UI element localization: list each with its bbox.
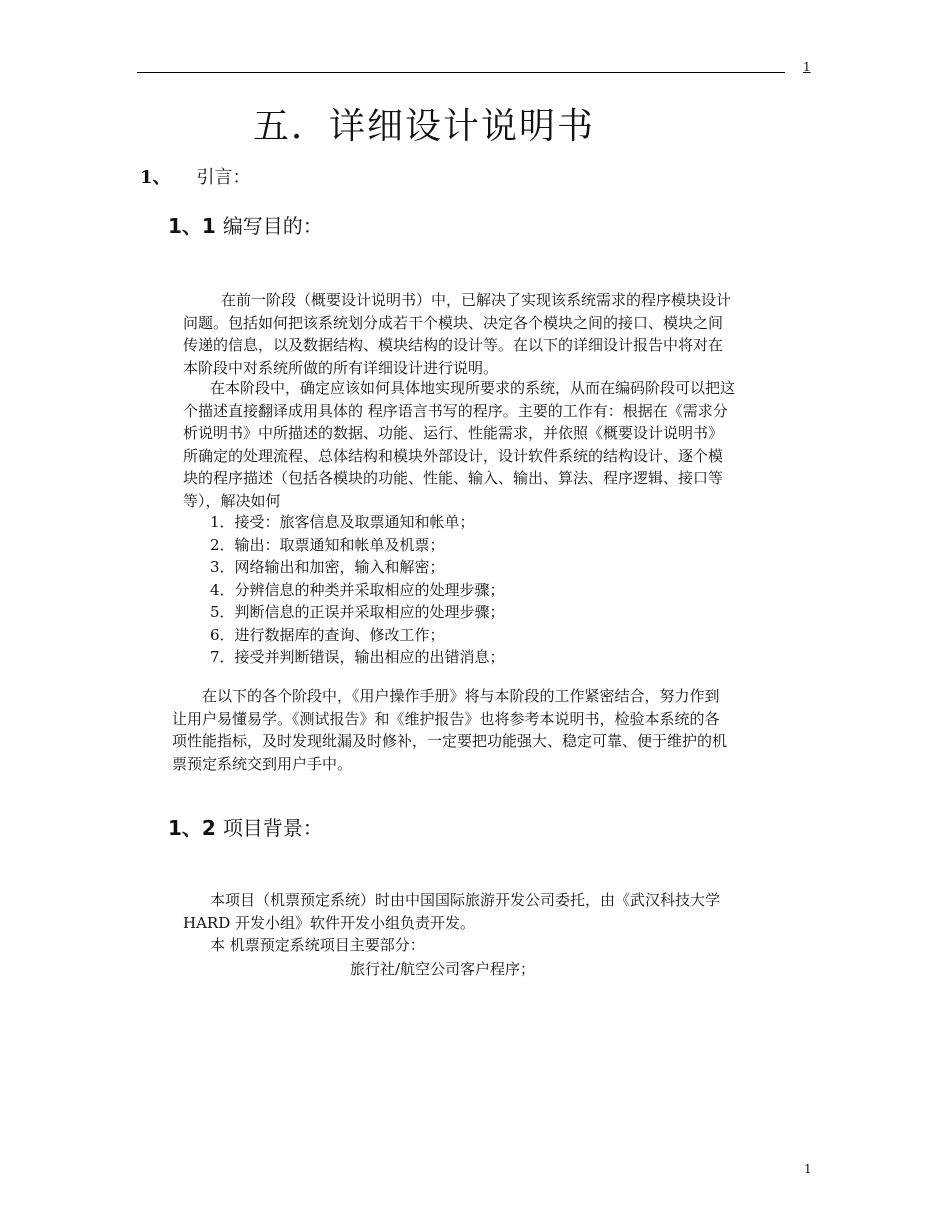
text-line: HARD 开发小组》软件开发小组负责开发。 [183,913,476,932]
text-line: 票预定系统交到用户手中。 [172,754,353,773]
header-rule [137,72,785,73]
text-line: 个描述直接翻译成用具体的 程序语言书写的程序。主要的工作有：根据在《需求分 [183,401,728,420]
background-paragraph-2 [210,934,425,957]
text-line: 等），解决如何 [183,491,281,510]
text-line: 在前一阶段（概要设计说明书）中，已解决了实现该系统需求的程序模块设计 [221,291,732,309]
list-item: 6．进行数据库的查询、修改工作； [210,625,445,644]
text-line: 在本阶段中，确定应该如何具体地实现所要求的系统，从而在编码阶段可以把这 [210,379,736,397]
text-line: 问题。包括如何把该系统划分成若干个模块、决定各个模块之间的接口、模块之间 [183,313,724,332]
text-line: 项性能指标，及时发现纰漏及时修补，一定要把功能强大、稳定可靠、便于维护的机 [172,732,728,750]
section-heading-introduction [140,163,251,189]
document-title: 五．详细设计说明书 [253,106,596,147]
text-line: 让用户易懂易学。《测试报告》和《维护报告》也将参考本说明书，检验本系统的各 [172,709,720,728]
text-line: 所确定的处理流程、总体结构和模块外部设计，设计软件系统的结构设计、逐个模 [183,446,724,465]
text-line: 本阶段中对系统所做的所有详细设计进行说明。 [183,358,499,377]
section-number: 1、 [140,167,171,188]
text-line: 本项目（机票预定系统）时由中国国际旅游开发公司委托，由《武汉科技大学 [210,891,721,909]
list-item: 3．网络输出和加密，输入和解密； [210,558,445,576]
subsection-title: 项目背景： [222,816,323,840]
subsection-heading-background [168,812,323,841]
purpose-paragraph-2 [183,377,735,512]
text-line: 析说明书》中所描述的数据、功能、运行、性能需求，并依照《概要设计说明书》 [183,424,724,442]
list-item: 7．接受并判断错误，输出相应的出错消息； [210,648,505,666]
list-item: 2．输出：取票通知和帐单及机票； [210,535,445,554]
text-line: 本 机票预定系统项目主要部分： [210,936,425,954]
subsection-title: 编写目的： [222,214,323,238]
text-line: 块的程序描述（包括各模块的功能、性能、输入、输出、算法、程序逻辑、接口等 [183,469,724,487]
list-item: 5．判断信息的正误并采取相应的处理步骤； [210,603,505,621]
purpose-task-list [210,511,505,669]
background-paragraph-1 [183,889,720,934]
subsection-number: 1、1 [168,214,216,238]
list-item: 4．分辨信息的种类并采取相应的处理步骤； [210,580,505,599]
section-label: 引言： [196,167,251,188]
background-item [350,958,535,981]
text-line: 在以下的各个阶段中，《用户操作手册》将与本阶段的工作紧密结合，努力作到 [202,687,720,705]
list-item: 1．接受：旅客信息及取票通知和帐单； [210,513,475,531]
header-page-number: 1 [803,60,811,74]
subsection-heading-purpose [168,210,323,239]
text-line: 传递的信息，以及数据结构、模块结构的设计等。在以下的详细设计报告中将对在 [183,336,724,354]
text-line: 旅行社/航空公司客户程序； [350,960,536,978]
subsection-number: 1、2 [168,816,216,840]
purpose-paragraph-1 [183,289,731,379]
purpose-paragraph-3 [172,685,727,775]
footer-page-number: 1 [804,1162,812,1176]
